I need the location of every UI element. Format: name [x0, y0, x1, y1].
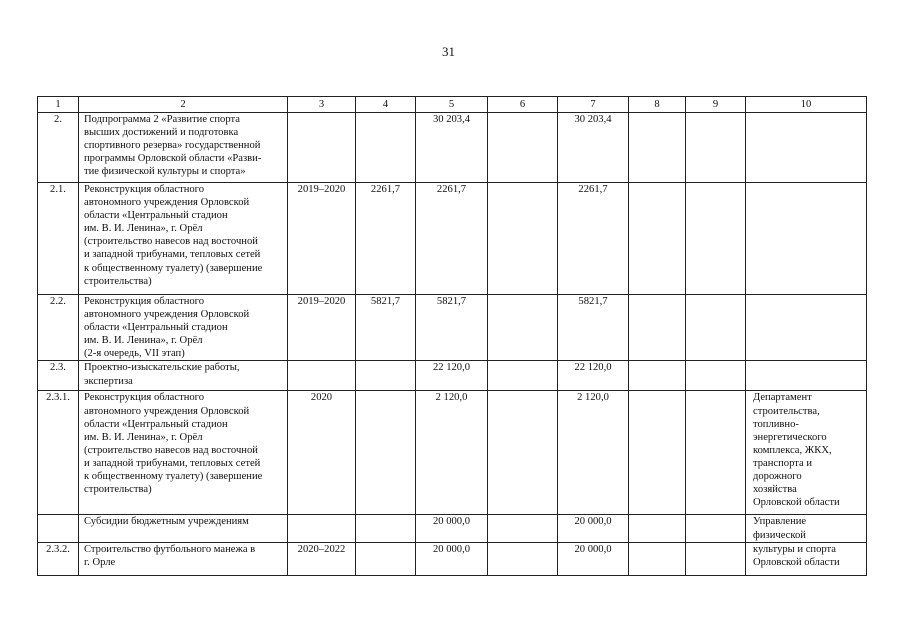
cell-col-3: [288, 113, 356, 183]
cell-col-9: [686, 515, 746, 542]
cell-col-5: 22 120,0: [416, 361, 488, 391]
cell-line: и западной трибунами, тепловых сетей: [84, 457, 261, 469]
budget-table: [37, 96, 867, 576]
cell-line: им. В. И. Ленина», г. Орёл: [84, 223, 203, 235]
cell-col-1: [38, 515, 79, 542]
cell-line: программы Орловской области «Разви-: [84, 153, 262, 165]
cell-col-9: [686, 183, 746, 295]
cell-col-7: 22 120,0: [558, 361, 629, 391]
column-header-8: 8: [629, 97, 686, 113]
cell-line: Реконструкция областного: [84, 392, 205, 404]
cell-line: комплекса, ЖКХ,: [753, 444, 832, 456]
cell-line: спортивного резерва» государственной: [84, 140, 261, 152]
cell-col-8: [629, 295, 686, 361]
table-row: [38, 542, 867, 575]
cell-col-2: [79, 295, 288, 361]
cell-line: Субсидии бюджетным учреждениям: [84, 516, 249, 528]
cell-line: топливно-: [753, 418, 799, 430]
column-header-5: 5: [416, 97, 488, 113]
table-row: [38, 515, 867, 542]
cell-col-4: 2261,7: [356, 183, 416, 295]
cell-col-4: [356, 515, 416, 542]
cell-line: хозяйства: [753, 484, 797, 496]
cell-col-2: [79, 391, 288, 515]
cell-col-7: 2261,7: [558, 183, 629, 295]
cell-col-6: [488, 542, 558, 575]
cell-col-5: 2 120,0: [416, 391, 488, 515]
cell-line: Реконструкция областного: [84, 296, 205, 307]
cell-col-5: 20 000,0: [416, 515, 488, 542]
cell-line: области «Центральный стадион: [84, 322, 228, 334]
cell-line: Строительство футбольного манежа в: [84, 543, 256, 555]
column-header-2: 2: [79, 97, 288, 113]
table-row: [38, 113, 867, 183]
cell-col-4: [356, 391, 416, 515]
cell-col-7: 2 120,0: [558, 391, 629, 515]
cell-col-2: [79, 183, 288, 295]
cell-col-5: 5821,7: [416, 295, 488, 361]
cell-col-5: 20 000,0: [416, 542, 488, 575]
cell-line: автономного учреждения Орловской: [84, 309, 250, 321]
cell-line: Управление: [753, 516, 807, 528]
cell-col-3: [288, 515, 356, 542]
cell-line: к общественному туалету) (завершение: [84, 471, 263, 483]
cell-col-2: [79, 542, 288, 575]
cell-col-4: [356, 542, 416, 575]
table-row: [38, 361, 867, 391]
cell-line: тие физической культуры и спорта»: [84, 166, 246, 178]
cell-line: области «Центральный стадион: [84, 418, 228, 430]
cell-line: энергетического: [753, 431, 827, 443]
cell-line: Подпрограмма 2 «Развитие спорта: [84, 114, 240, 125]
cell-col-3: 2019–2020: [288, 183, 356, 295]
cell-col-7: 20 000,0: [558, 542, 629, 575]
column-header-4: 4: [356, 97, 416, 113]
cell-col-3: 2020–2022: [288, 542, 356, 575]
cell-col-8: [629, 361, 686, 391]
cell-line: (2-я очередь, VII этап): [84, 348, 185, 360]
cell-line: экспертиза: [84, 375, 133, 387]
cell-col-8: [629, 183, 686, 295]
table-row: [38, 183, 867, 295]
cell-col-8: [629, 391, 686, 515]
cell-line: физической: [753, 529, 806, 541]
cell-line: строительства): [84, 275, 152, 287]
column-header-1: 1: [38, 97, 79, 113]
cell-col-9: [686, 391, 746, 515]
cell-line: высших достижений и подготовка: [84, 127, 239, 139]
cell-line: культуры и спорта: [753, 543, 836, 555]
cell-col-10: [746, 361, 867, 391]
cell-col-7: 20 000,0: [558, 515, 629, 542]
page-number: 31: [442, 44, 455, 59]
cell-col-5: 2261,7: [416, 183, 488, 295]
cell-col-2: [79, 113, 288, 183]
cell-line: им. В. И. Ленина», г. Орёл: [84, 335, 203, 347]
cell-col-2: [79, 361, 288, 391]
cell-col-3: 2020: [288, 391, 356, 515]
cell-line: (строительство навесов над восточной: [84, 444, 258, 456]
cell-col-2: [79, 515, 288, 542]
cell-line: Орловской области: [753, 556, 840, 568]
table-body: [38, 113, 867, 576]
cell-col-1: 2.: [38, 113, 79, 183]
cell-line: строительства,: [753, 405, 820, 417]
cell-col-8: [629, 542, 686, 575]
cell-col-7: 5821,7: [558, 295, 629, 361]
cell-line: Проектно-изыскательские работы,: [84, 362, 240, 374]
cell-col-1: 2.3.2.: [38, 542, 79, 575]
cell-line: Орловской области: [753, 497, 840, 509]
cell-col-1: 2.2.: [38, 295, 79, 361]
cell-col-8: [629, 515, 686, 542]
cell-col-9: [686, 295, 746, 361]
cell-line: Реконструкция областного: [84, 184, 205, 195]
cell-line: транспорта и: [753, 457, 813, 469]
column-header-7: 7: [558, 97, 629, 113]
table-row: [38, 391, 867, 515]
cell-col-4: [356, 361, 416, 391]
cell-col-10: [746, 183, 867, 295]
cell-col-10: [746, 391, 867, 515]
cell-col-5: 30 203,4: [416, 113, 488, 183]
cell-col-6: [488, 515, 558, 542]
cell-col-9: [686, 361, 746, 391]
cell-col-10: [746, 515, 867, 542]
cell-col-6: [488, 295, 558, 361]
cell-line: дорожного: [753, 471, 802, 483]
cell-col-6: [488, 183, 558, 295]
header-row: [38, 97, 867, 113]
column-header-3: 3: [288, 97, 356, 113]
column-header-6: 6: [488, 97, 558, 113]
cell-line: и западной трибунами, тепловых сетей: [84, 249, 261, 261]
cell-col-1: 2.1.: [38, 183, 79, 295]
cell-line: им. В. И. Ленина», г. Орёл: [84, 431, 203, 443]
cell-col-6: [488, 391, 558, 515]
cell-line: строительства): [84, 484, 152, 496]
cell-col-6: [488, 361, 558, 391]
cell-col-10: [746, 295, 867, 361]
cell-col-7: 30 203,4: [558, 113, 629, 183]
cell-col-4: 5821,7: [356, 295, 416, 361]
cell-col-1: 2.3.1.: [38, 391, 79, 515]
column-header-9: 9: [686, 97, 746, 113]
cell-line: автономного учреждения Орловской: [84, 197, 250, 209]
cell-col-9: [686, 113, 746, 183]
cell-line: области «Центральный стадион: [84, 210, 228, 222]
cell-col-4: [356, 113, 416, 183]
column-header-10: 10: [746, 97, 867, 113]
cell-line: г. Орле: [84, 556, 116, 568]
cell-col-9: [686, 542, 746, 575]
cell-col-3: 2019–2020: [288, 295, 356, 361]
table-row: [38, 295, 867, 361]
cell-col-6: [488, 113, 558, 183]
cell-col-3: [288, 361, 356, 391]
cell-col-10: [746, 113, 867, 183]
cell-line: Департамент: [753, 392, 812, 404]
cell-line: к общественному туалету) (завершение: [84, 262, 263, 274]
cell-col-8: [629, 113, 686, 183]
cell-col-1: 2.3.: [38, 361, 79, 391]
cell-line: (строительство навесов над восточной: [84, 236, 258, 248]
cell-line: автономного учреждения Орловской: [84, 405, 250, 417]
cell-col-10: [746, 542, 867, 575]
